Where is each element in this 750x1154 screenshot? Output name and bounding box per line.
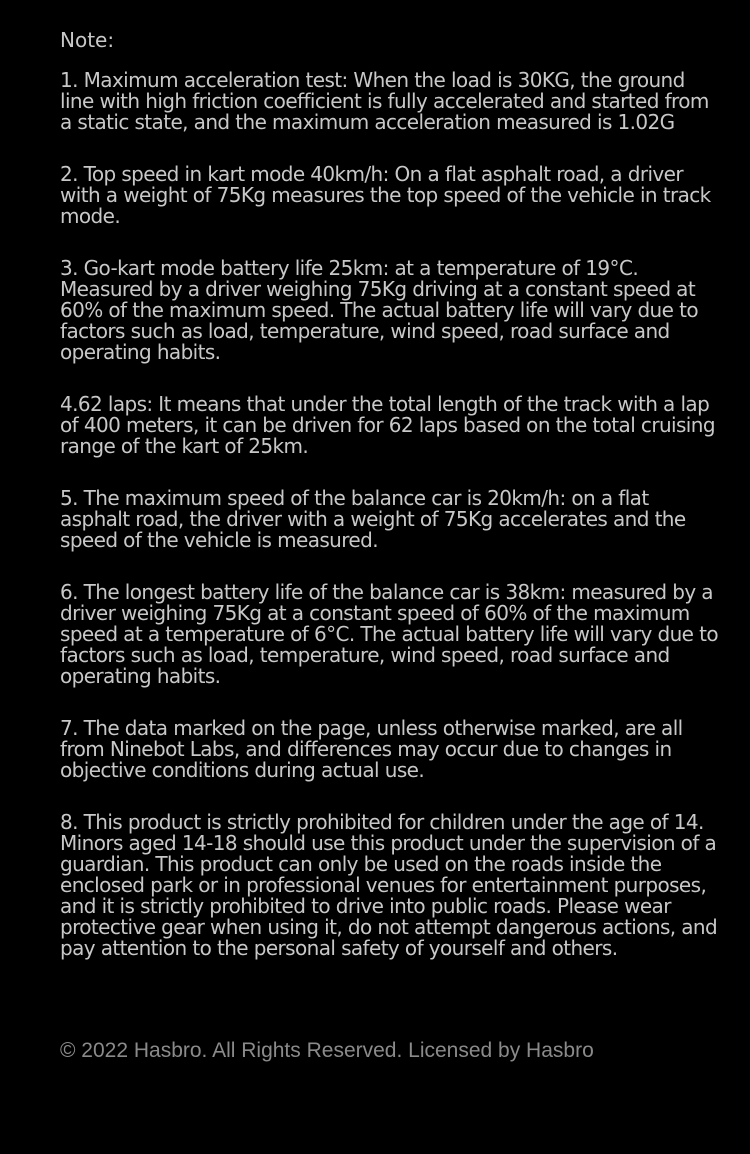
note-item-4: 4.62 laps: It means that under the total length of the track with a lap of 400 meters, it can be driven for 62 laps based on the total cruising range of the kart of 25km. bbox=[60, 392, 715, 458]
note-item-3: 3. Go-kart mode battery life 25km: at a temperature of 19°C. Measured by a driver weighing 75Kg driving at a constant speed at 60% of the maximum speed. The actual battery life will vary due to factors such as load, temperature, wind speed, road surface and operating habits. bbox=[60, 256, 698, 364]
copyright-text: © 2022 Hasbro. All Rights Reserved. Licensed by Hasbro bbox=[60, 1039, 594, 1062]
notes-heading: Note: bbox=[60, 28, 115, 52]
notes-section bbox=[60, 28, 720, 990]
note-item-1: 1. Maximum acceleration test: When the load is 30KG, the ground line with high friction coefficient is fully accelerated and started from a static state, and the maximum acceleration measured is 1.02G bbox=[60, 68, 709, 134]
note-item-5: 5. The maximum speed of the balance car is 20km/h: on a flat asphalt road, the driver with a weight of 75Kg accelerates and the speed of the vehicle is measured. bbox=[60, 486, 686, 552]
note-item-7: 7. The data marked on the page, unless otherwise marked, are all from Ninebot Labs, and differences may occur due to changes in objective conditions during actual use. bbox=[60, 716, 683, 782]
note-item-8: 8. This product is strictly prohibited for children under the age of 14. Minors aged 14-18 should use this product under the supervision of a guardian. This product can only be used on the roads inside the enclosed park or in professional venues for entertainment purposes, and it is strictly prohibited to drive into public roads. Please wear protective gear when using it, do not attempt dangerous actions, and pay attention to the personal safety of yourself and others. bbox=[60, 810, 718, 960]
note-item-6: 6. The longest battery life of the balance car is 38km: measured by a driver weighing 75Kg at a constant speed of 60% of the maximum speed at a temperature of 6°C. The actual battery life will vary due to factors such as load, temperature, wind speed, road surface and operating habits. bbox=[60, 580, 719, 688]
note-item-2: 2. Top speed in kart mode 40km/h: On a flat asphalt road, a driver with a weight of 75Kg measures the top speed of the vehicle in track mode. bbox=[60, 162, 711, 228]
